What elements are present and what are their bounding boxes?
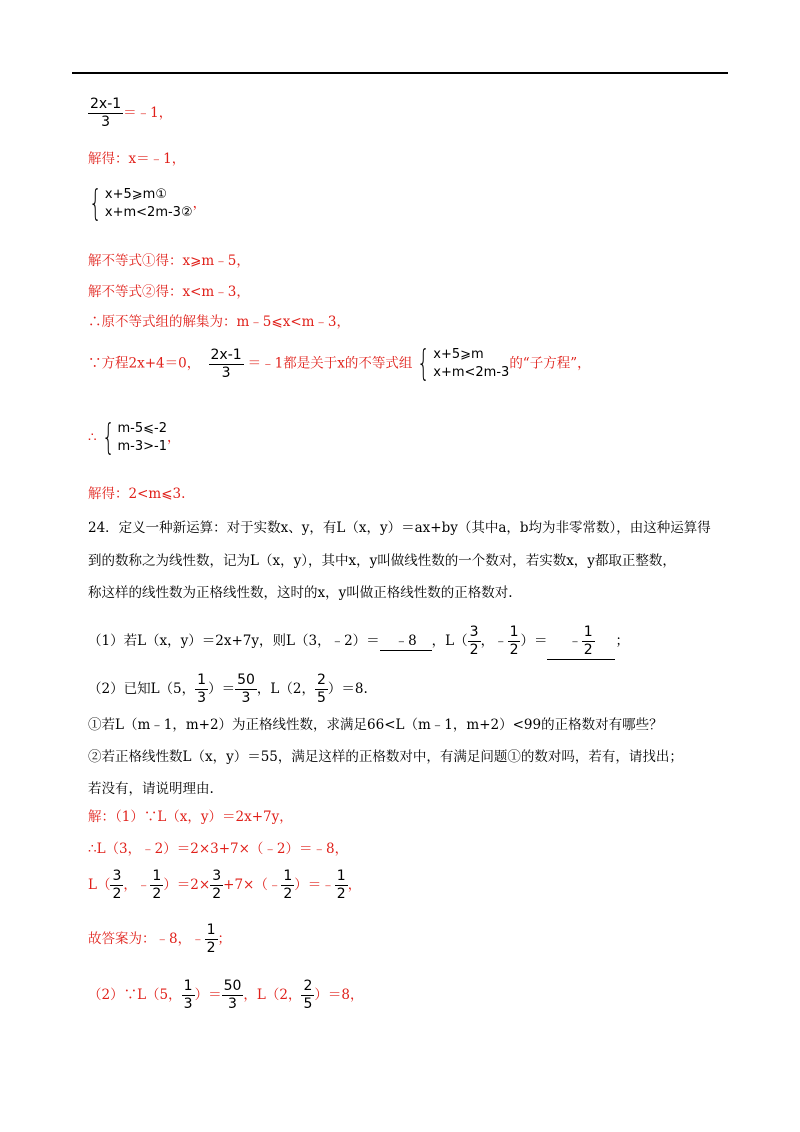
solve-line-1: 解得：x＝﹣1， xyxy=(88,151,186,167)
inequality-1-solution: 解不等式①得：x⩾m﹣5， xyxy=(88,253,250,269)
q24-line-2: 到的数称之为线性数，记为L（x，y），其中x，y叫做线性数的一个数对，若实数x，y都取正整数， xyxy=(88,553,676,569)
header-rule xyxy=(72,72,728,74)
therefore-system: ∴ { m-5⩽-2 m-3>-1， xyxy=(88,417,181,458)
q24-line-3: 称这样的线性数为正格线性数，这时的x，y叫做正格线性数的正格数对. xyxy=(88,585,513,601)
answer-blank-2: ﹣ $\frac{1}{2}$ xyxy=(547,624,615,660)
solve-line-2: 解得：2<m⩽3. xyxy=(88,486,186,502)
q24-part-1: （1）若L（x，y）＝2x+7y，则L（3，﹣2）＝ ﹣8 ，L（ $\frac{3}{2}$ ，﹣ $\frac{1}{2}$ ）＝ ﹣ $\frac{1}{2}$ ； xyxy=(88,624,629,658)
inequality-2-solution: 解不等式②得：x<m﹣3， xyxy=(88,284,250,300)
solution-set: ∴原不等式组的解集为：m﹣5⩽x<m﹣3， xyxy=(88,314,351,330)
answer-blank-1: ﹣8 xyxy=(380,632,432,651)
inequality-system-1: { x+5⩾m① x+m<2m-3②， xyxy=(89,183,207,224)
because-line: ∵方程2x+4＝0， $\frac{2x-1}{3}$ ＝﹣1都是关于x的不等式组 { x+5⩾m x+m<2m-3的“子方程”， xyxy=(88,343,591,384)
answer-line-3: L（ $\frac{3}{2}$ ，﹣ $\frac{1}{2}$ ）＝2× $\frac{3}{2}$ +7×（﹣ $\frac{1}{2}$ ）＝﹣ $\frac{1}{2}$ ， xyxy=(88,868,362,902)
frac-equation-line xyxy=(88,96,172,131)
q24-sub-2: ②若正格线性数L（x，y）＝55，满足这样的正格数对中，有满足问题①的数对吗，若有，请找出； xyxy=(88,749,683,765)
q24-part-2: （2）已知L（5， $\frac{1}{3}$ ）＝ $\frac{50}{3}$ ，L（2， $\frac{2}{5}$ ）＝8. xyxy=(88,672,368,706)
fraction: $\frac{2x-1}{3}$ xyxy=(90,96,122,130)
q24-sub-1: ①若L（m﹣1，m+2）为正格线性数，求满足66<L（m﹣1，m+2）<99的正格数对有哪些？ xyxy=(88,717,663,733)
answer-line-4: 故答案为：﹣8，﹣ $\frac{1}{2}$ ； xyxy=(88,922,232,956)
answer-line-5: （2）∵L（5， $\frac{1}{3}$ ）＝ $\frac{50}{3}$ ，L（2， $\frac{2}{5}$ ）＝8， xyxy=(88,978,364,1012)
q24-sub-3: 若没有，请说明理由. xyxy=(88,781,214,797)
q24-line-1: 24．定义一种新运算：对于实数x、y，有L（x，y）＝ax+by（其中a，b均为非零常数），由这种运算得 xyxy=(88,520,711,536)
answer-line-2: ∴L（3，﹣2）＝2×3+7×（﹣2）＝﹣8， xyxy=(88,841,349,857)
equation-text: ＝﹣1， xyxy=(123,105,173,121)
answer-line-1: 解：（1）∵L（x，y）＝2x+7y， xyxy=(88,809,293,825)
